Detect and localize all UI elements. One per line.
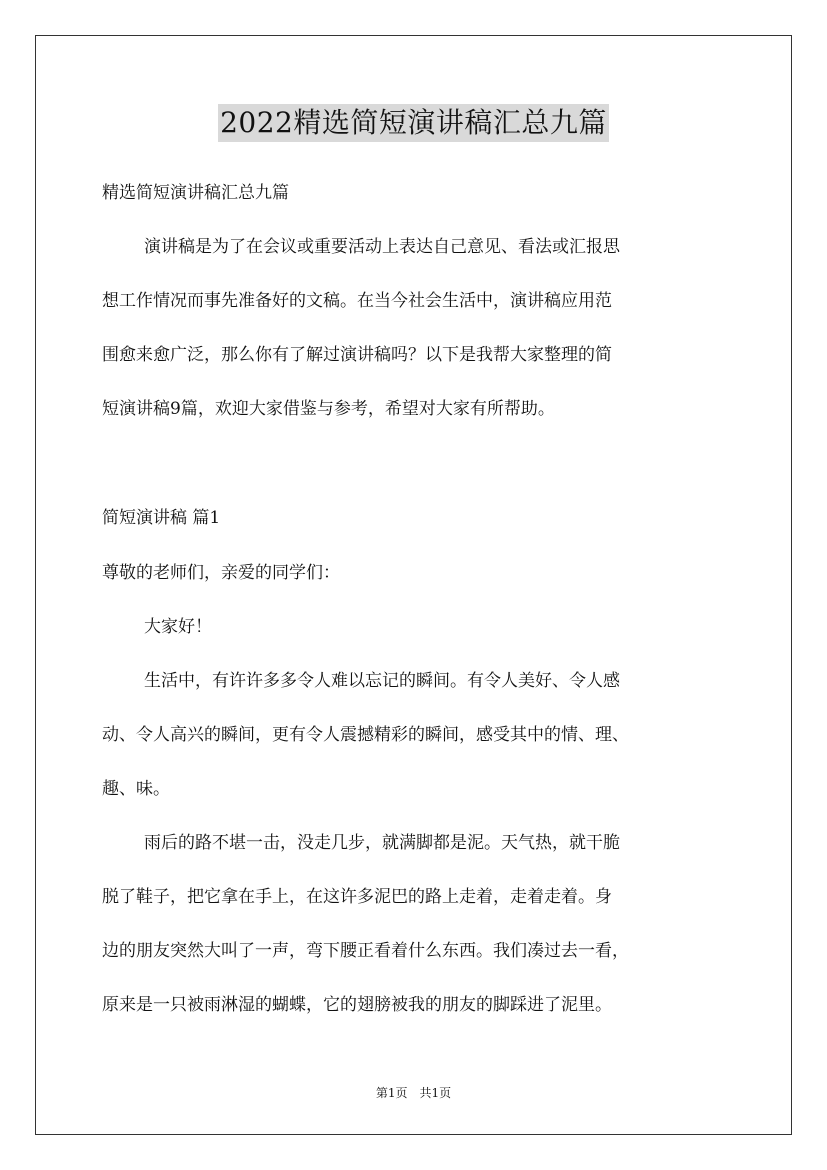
- intro-line: 围愈来愈广泛，那么你有了解过演讲稿吗？以下是我帮大家整理的简: [102, 345, 612, 365]
- salutation: 尊敬的老师们，亲爱的同学们：: [102, 563, 340, 583]
- greeting: 大家好！: [144, 617, 212, 637]
- title-container: [0, 104, 827, 142]
- paragraph-line: 动、令人高兴的瞬间，更有令人震撼精彩的瞬间，感受其中的情、理、: [102, 725, 629, 745]
- paragraph-line: 趣、味。: [102, 779, 170, 799]
- paragraph-line: 脱了鞋子，把它拿在手上，在这许多泥巴的路上走着，走着走着。身: [102, 887, 612, 907]
- paragraph-line: 边的朋友突然大叫了一声，弯下腰正看着什么东西。我们凑过去一看，: [102, 941, 629, 961]
- document-title: 2022精选简短演讲稿汇总九篇: [218, 104, 609, 142]
- page-number-footer: 第1页 共1页: [375, 1086, 452, 1100]
- intro-line: 想工作情况而事先准备好的文稿。在当今社会生活中，演讲稿应用范: [102, 291, 612, 311]
- intro-line: 短演讲稿9篇，欢迎大家借鉴与参考，希望对大家有所帮助。: [102, 399, 555, 419]
- paragraph-line: 雨后的路不堪一击，没走几步，就满脚都是泥。天气热，就干脆: [144, 833, 620, 853]
- section-heading: 简短演讲稿 篇1: [102, 508, 221, 528]
- paragraph-line: 生活中，有许许多多令人难以忘记的瞬间。有令人美好、令人感: [144, 671, 620, 691]
- document-subtitle: 精选简短演讲稿汇总九篇: [102, 183, 289, 203]
- paragraph-line: 原来是一只被雨淋湿的蝴蝶，它的翅膀被我的朋友的脚踩进了泥里。: [102, 995, 612, 1015]
- intro-line: 演讲稿是为了在会议或重要活动上表达自己意见、看法或汇报思: [144, 237, 620, 257]
